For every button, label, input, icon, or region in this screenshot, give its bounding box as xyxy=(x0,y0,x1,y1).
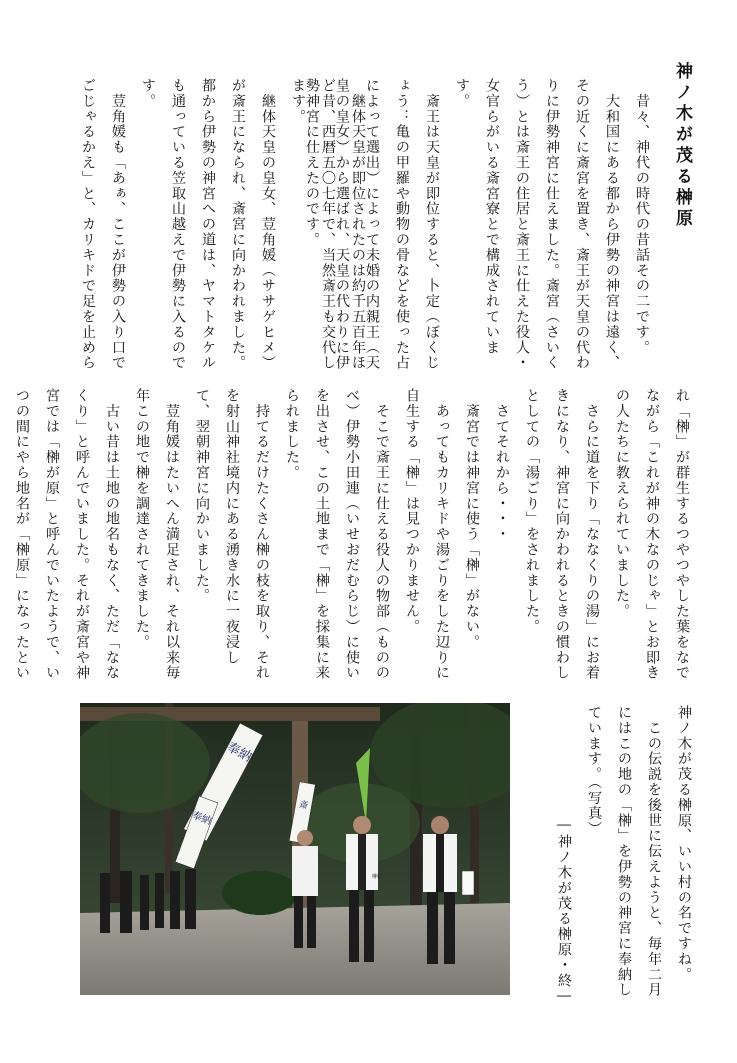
paragraph: この伝説を後世に伝えようと、毎年二月にはこの地の「榊」を伊勢の神宮に奉納しています。（写真） xyxy=(586,705,662,998)
story-block-2 xyxy=(38,78,373,378)
paragraph: 斎王は天皇が即位すると、卜定（ぼくじょう：亀の甲羅や動物の骨などを使った占によって選出）によって未婚の内親王（天皇の皇女）から選ばれ、天皇の代わりに伊勢神宮に仕えたのです。 xyxy=(304,78,440,371)
story-block-3 xyxy=(14,388,697,688)
banner-text: 斎 xyxy=(298,800,309,812)
paragraph: 荳角媛はたいへん満足され、それ以来毎年この地で榊を調達されてきました。 xyxy=(134,388,180,681)
procession-photo xyxy=(80,703,510,995)
procession-illustration xyxy=(80,703,510,995)
paragraph: 斎宮では神宮に使う「榊」がない。 xyxy=(464,388,480,650)
banner-text: 奉納 xyxy=(223,739,254,766)
paragraph: 昔々、神代の時代の昔話その二です。 xyxy=(634,78,650,356)
paragraph: 継体天皇の皇女、荳角媛（ササゲヒメ）が斎王になられ、斎宮に向かわれました。都から伊勢の神宮への道は、ヤマトタケルも通っている笠取山越えで伊勢に入るのです。 xyxy=(140,78,276,371)
banner-text: 奉納 xyxy=(190,810,213,828)
paragraph: 神ノ木が茂る榊原、いい村の名ですね。 xyxy=(676,705,692,983)
paragraph: あってもカリキドや湯ごりをした辺りに自生する「榊」は見つかりません。 xyxy=(404,388,450,681)
paragraph: 持てるだけたくさん榊の枝を取り、それを射山神社境内にある湧き水に一夜浸して、翌朝神宮に向かいました。 xyxy=(194,388,270,681)
closing-block xyxy=(549,705,699,1005)
paragraph: そこで斎王に仕える役人の物部（もののべ）伊勢小田連（いせおだむらじ）に使いを出させ、この土地まで「榊」を採集に来られました。 xyxy=(284,388,390,681)
paragraph: 継体天皇が即位されたのは約千五百年ほど昔、西暦五〇七年で、当然斎王も交代します。 xyxy=(290,78,366,371)
paragraph: 大和国にある都から伊勢の神宮は遠く、その近くに斎宮を置き、斎王が天皇の代わりに伊勢神宮に仕えました。斎宮（さいくう）とは斎王の住居と斎王に仕えた役人・女官らがいる斎宮寮とで構成されています。 xyxy=(454,78,620,371)
paragraph: れ「榊」が群生するつやつやした葉をなでながら「これが神の木なのじゃ」とお即きの人たちに教えられていました。 xyxy=(614,388,690,681)
paragraph: 荳角媛も「あぁ、ここが伊勢の入り口でごじゃるかえ」と、カリキドで足を止めら xyxy=(80,78,126,371)
page-title: 神ノ木が茂る榊原 xyxy=(672,62,692,230)
paragraph: さらに道を下り「ななくりの湯」にお着きになり、神宮に向かわれるときの慣わしとしての「湯ごり」をされました。 xyxy=(524,388,600,681)
sash-text: 榊原 xyxy=(372,874,383,880)
ending-mark: ―神ノ木が茂る榊原・終― xyxy=(556,816,572,1005)
paragraph: さてそれから・・・ xyxy=(494,388,510,542)
paragraph: 古い昔は土地の地名もなく、ただ「ななくり」と呼んでいました。それが斎宮や神宮では「榊が原」と呼んでいたようで、いつの間にやら地名が「榊原」になったとい xyxy=(14,388,120,681)
